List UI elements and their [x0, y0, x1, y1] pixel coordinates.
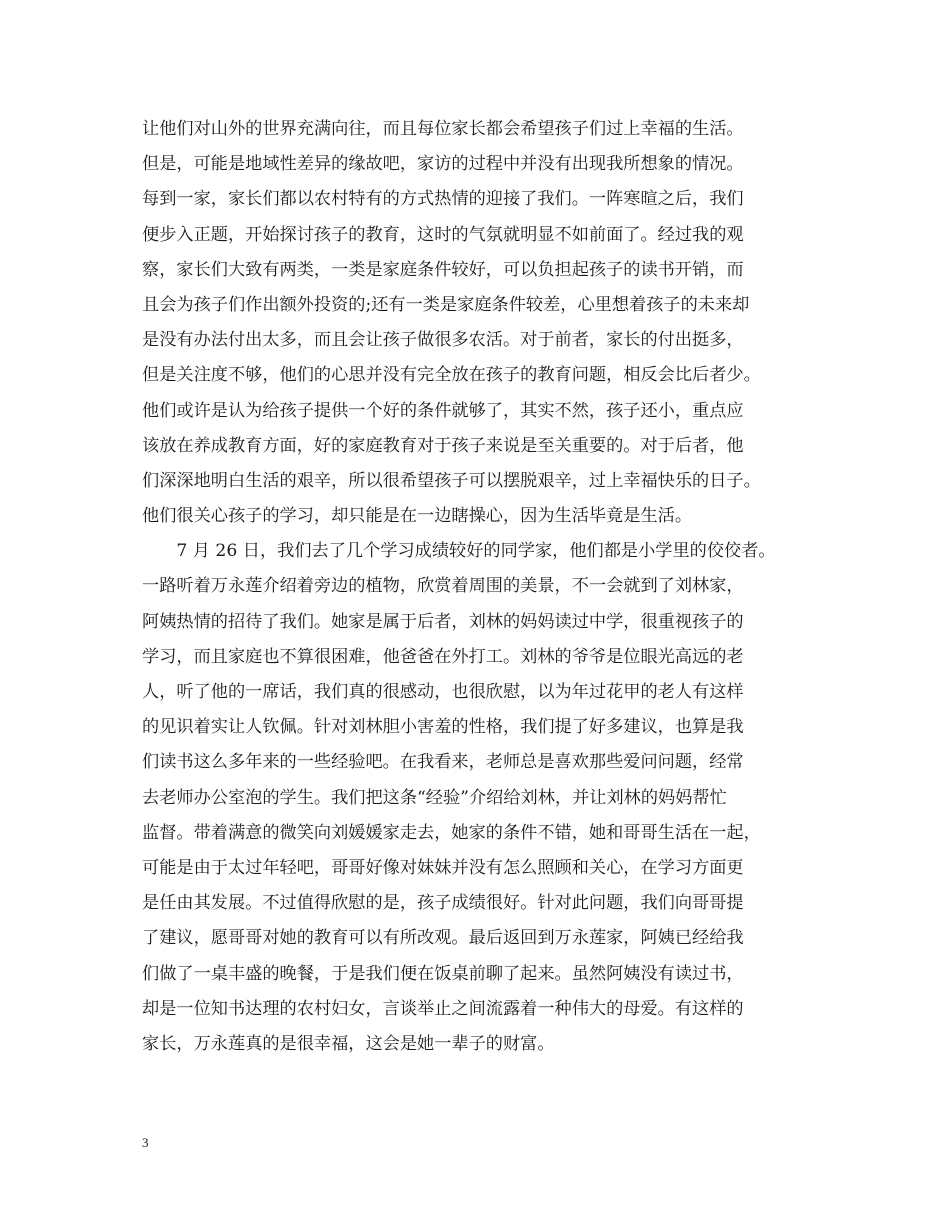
text-line: 一路听着万永莲介绍着旁边的植物，欣赏着周围的美景，不一会就到了刘林家，	[142, 576, 744, 597]
text-line: 了建议，愿哥哥对她的教育可以有所改观。最后返回到万永莲家，阿姨已经给我	[142, 928, 744, 949]
text-line: 察，家长们大致有两类，一类是家庭条件较好，可以负担起孩子的读书开销，而	[142, 259, 744, 280]
text-line: 们做了一桌丰盛的晚餐，于是我们便在饭桌前聊了起来。虽然阿姨没有读过书，	[142, 963, 744, 984]
text-line: 是没有办法付出太多，而且会让孩子做很多农活。对于前者，家长的付出挺多，	[142, 330, 744, 351]
text-line: 但是关注度不够，他们的心思并没有完全放在孩子的教育问题，相反会比后者少。	[142, 365, 761, 386]
text-line: 且会为孩子们作出额外投资的;还有一类是家庭条件较差，心里想着孩子的未来却	[142, 294, 750, 315]
text-line: 的见识着实让人钦佩。针对刘林胆小害羞的性格，我们提了好多建议，也算是我	[142, 717, 744, 738]
text-line: 人，听了他的一席话，我们真的很感动，也很欣慰，以为年过花甲的老人有这样	[142, 682, 744, 702]
text-line: 便步入正题，开始探讨孩子的教育，这时的气氛就明显不如前面了。经过我的观	[142, 224, 744, 245]
text-line: 去老师办公室泡的学生。我们把这条“经验”介绍给刘林，并让刘林的妈妈帮忙	[142, 787, 727, 808]
text-line: 阿姨热情的招待了我们。她家是属于后者，刘林的妈妈读过中学，很重视孩子的	[142, 611, 744, 632]
text-line: 让他们对山外的世界充满向往，而且每位家长都会希望孩子们过上幸福的生活。	[142, 119, 744, 139]
body-text	[142, 112, 822, 1062]
text-line: 家长，万永莲真的是很幸福，这会是她一辈子的财富。	[142, 1033, 555, 1054]
text-line: 但是，可能是地域性差异的缘故吧，家访的过程中并没有出现我所想象的情况。	[142, 154, 744, 175]
text-line: 们读书这么多年来的一些经验吧。在我看来，老师总是喜欢那些爱问问题，经常	[142, 752, 744, 773]
text-line: 他们或许是认为给孩子提供一个好的条件就够了，其实不然，孩子还小，重点应	[142, 400, 744, 421]
text-line: 每到一家，家长们都以农村特有的方式热情的迎接了我们。一阵寒暄之后，我们	[142, 189, 744, 210]
text-line: 是任由其发展。不过值得欣慰的是，孩子成绩很好。针对此问题，我们向哥哥提	[142, 893, 744, 914]
text-line: 监督。带着满意的微笑向刘媛媛家走去，她家的条件不错，她和哥哥生活在一起，	[142, 822, 761, 843]
text-line: 该放在养成教育方面，好的家庭教育对于孩子来说是至关重要的。对于后者，他	[142, 435, 744, 456]
text-line: 可能是由于太过年轻吧，哥哥好像对妹妹并没有怎么照顾和关心，在学习方面更	[142, 857, 744, 878]
page-number: 3	[142, 1135, 149, 1150]
text-line: 却是一位知书达理的农村妇女，言谈举止之间流露着一种伟大的母爱。有这样的	[142, 998, 744, 1019]
text-line: 学习，而且家庭也不算很困难，他爸爸在外打工。刘林的爷爷是位眼光高远的老	[142, 646, 744, 667]
text-line: 他们很关心孩子的学习，却只能是在一边瞎操心，因为生活毕竟是生活。	[142, 506, 693, 527]
text-line: 7 月 26 日，我们去了几个学习成绩较好的同学家，他们都是小学里的佼佼者。	[142, 541, 776, 562]
text-line: 们深深地明白生活的艰辛，所以很希望孩子可以摆脱艰辛，过上幸福快乐的日子。	[142, 470, 761, 491]
